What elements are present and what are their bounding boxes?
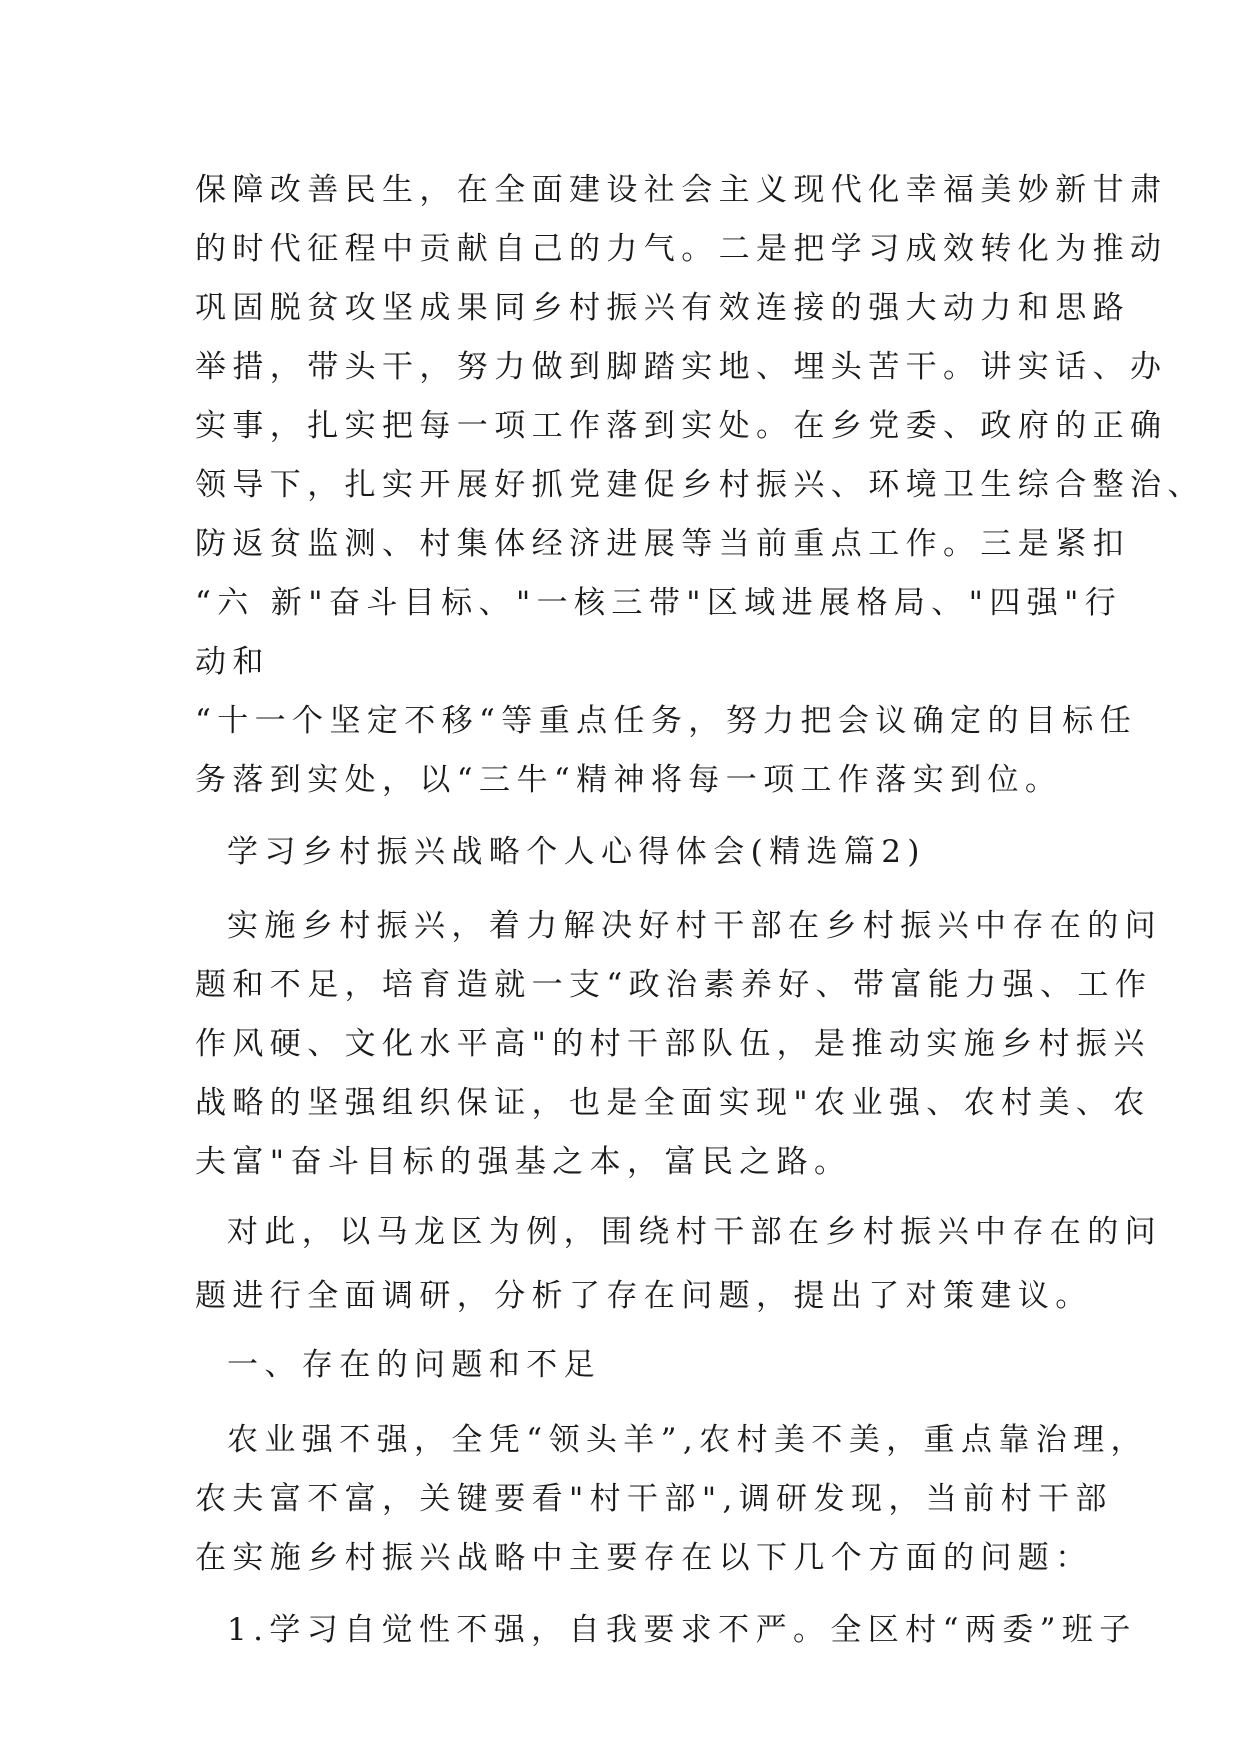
text-line: 题和不足，培育造就一支“政治素养好、带富能力强、工作 <box>195 967 1153 1003</box>
text-line: 1.学习自觉性不强，自我要求不严。全区村“两委”班子 <box>227 1612 1137 1648</box>
text-line: 在实施乡村振兴战略中主要存在以下几个方面的问题： <box>195 1540 1093 1576</box>
text-line: 战略的坚强组织保证，也是全面实现"农业强、农村美、农 <box>195 1085 1151 1121</box>
text-line: “十一个坚定不移“等重点任务，努力把会议确定的目标任 <box>195 703 1138 739</box>
text-line: 动和 <box>195 644 270 680</box>
text-line: 务落到实处，以“三牛“精神将每一项工作落实到位。 <box>195 762 1063 798</box>
text-line: 作风硬、文化水平高"的村干部队伍，是推动实施乡村振兴 <box>195 1026 1151 1062</box>
text-line: 巩固脱贫攻坚成果同乡村振兴有效连接的强大动力和思路 <box>195 290 1130 326</box>
text-line: 的时代征程中贡献自己的力气。二是把学习成效转化为推动 <box>195 231 1168 267</box>
text-line: 保障改善民生，在全面建设社会主义现代化幸福美妙新甘肃 <box>195 172 1168 208</box>
section-heading: 一、存在的问题和不足 <box>227 1347 601 1383</box>
text-line: 农业强不强，全凭“领头羊”,农村美不美，重点靠治理， <box>227 1422 1148 1458</box>
text-line: 实事，扎实把每一项工作落到实处。在乡党委、政府的正确 <box>195 408 1168 444</box>
section-heading: 学习乡村振兴战略个人心得体会(精选篇2) <box>227 834 926 870</box>
text-line: 防返贫监测、村集体经济进展等当前重点工作。三是紧扣 <box>195 526 1130 562</box>
text-line: 农夫富不富，关键要看"村干部",调研发现，当前村干部 <box>195 1481 1113 1517</box>
text-line: 领导下，扎实开展好抓党建促乡村振兴、环境卫生综合整治、 <box>195 467 1205 503</box>
text-line: 实施乡村振兴，着力解决好村干部在乡村振兴中存在的问 <box>227 908 1162 944</box>
text-line: 举措，带头干，努力做到脚踏实地、埋头苦干。讲实话、办 <box>195 349 1168 385</box>
text-line: 夫富"奋斗目标的强基之本，富民之路。 <box>195 1144 852 1180</box>
text-line: 题进行全面调研，分析了存在问题，提出了对策建议。 <box>195 1278 1093 1314</box>
text-line: 对此，以马龙区为例，围绕村干部在乡村振兴中存在的问 <box>227 1214 1162 1250</box>
text-line: “六 新"奋斗目标、"一核三带"区域进展格局、"四强"行 <box>195 585 1123 621</box>
